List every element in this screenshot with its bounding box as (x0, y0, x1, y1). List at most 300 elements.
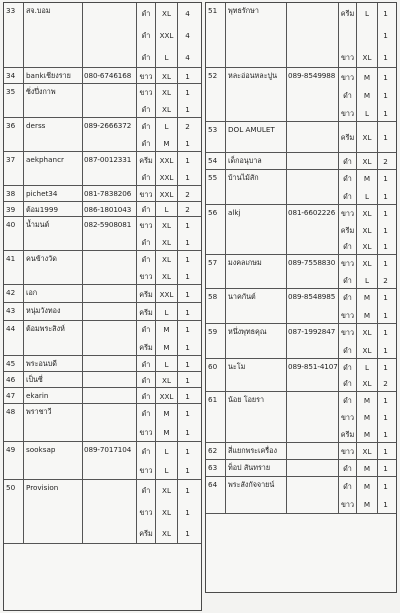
shirt-color: ดำ (343, 293, 352, 303)
quantity: 1 (383, 208, 388, 218)
phone-cell (287, 255, 339, 288)
color-cell (339, 3, 357, 67)
no-cell (4, 442, 24, 479)
order-number: 64 (208, 480, 218, 489)
color-cell (339, 255, 357, 288)
customer-name: ท็อป สันทราย (228, 463, 271, 472)
quantity: 1 (383, 72, 388, 82)
quantity: 1 (185, 428, 190, 437)
no-cell (4, 217, 24, 250)
order-row (4, 442, 201, 480)
quantity: 1 (185, 325, 190, 335)
shirt-size: XL (362, 379, 372, 389)
shirt-size: XL (162, 255, 171, 264)
shirt-color: ขาว (341, 208, 354, 218)
shirt-size: M (163, 139, 170, 148)
quantity: 1 (383, 345, 388, 355)
name-cell (226, 205, 287, 254)
color-cell (339, 392, 357, 442)
quantity: 1 (185, 507, 190, 517)
qty-cell (378, 289, 393, 323)
name-cell (24, 388, 83, 403)
quantity: 4 (185, 31, 190, 40)
no-cell (4, 3, 24, 67)
order-row (4, 68, 201, 84)
order-row (206, 460, 396, 477)
order-row (4, 303, 201, 321)
customer-name: มงคลเกษม (228, 258, 262, 267)
quantity: 1 (185, 238, 190, 247)
size-cell (156, 118, 178, 151)
shirt-color: ดำ (343, 157, 352, 166)
qty-cell (178, 202, 197, 216)
color-cell (137, 118, 156, 151)
customer-name: พราชาวี (26, 407, 52, 416)
phone-cell (83, 202, 137, 216)
phone-cell (287, 289, 339, 323)
customer-name: aekphancr (26, 155, 64, 164)
customer-name: นะโม (228, 362, 246, 371)
quantity: 1 (383, 362, 388, 372)
shirt-size: XL (362, 157, 372, 166)
quantity: 1 (383, 500, 388, 510)
no-cell (206, 170, 226, 204)
customer-name: หนึ่งพุทธคุณ (228, 327, 267, 336)
quantity: 4 (185, 52, 190, 62)
order-row (4, 202, 201, 217)
phone-number: 089-2666372 (84, 121, 132, 130)
name-cell (24, 372, 83, 387)
quantity: 1 (185, 255, 190, 264)
order-number: 61 (208, 395, 218, 404)
phone-cell (287, 205, 339, 254)
size-cell (156, 480, 178, 543)
quantity: 1 (383, 293, 388, 303)
color-cell (137, 285, 156, 302)
shirt-color: ดำ (141, 31, 151, 40)
customer-name: น้อย โอยรา (228, 395, 265, 404)
shirt-size: L (164, 447, 169, 456)
qty-cell (178, 404, 197, 441)
phone-number: 082-5908081 (84, 220, 132, 229)
quantity: 1 (383, 52, 388, 62)
quantity: 1 (185, 409, 190, 418)
shirt-size: M (363, 72, 371, 82)
quantity: 1 (185, 221, 190, 230)
quantity: 1 (185, 391, 190, 401)
phone-cell (287, 122, 339, 152)
name-cell (226, 289, 287, 323)
order-number: 49 (6, 445, 16, 454)
order-row (206, 392, 396, 443)
shirt-size: M (363, 293, 371, 303)
shirt-color: ครีม (340, 9, 355, 19)
name-cell (226, 3, 287, 67)
customer-name: alkj (228, 208, 241, 217)
shirt-color: ครีม (139, 156, 153, 165)
order-number: 53 (208, 125, 218, 134)
qty-cell (378, 3, 393, 67)
no-cell (206, 68, 226, 121)
phone-number: 087-0012331 (84, 155, 132, 164)
quantity: 1 (185, 307, 190, 317)
customer-name: หนุ่มวังทอง (26, 306, 61, 315)
quantity: 1 (383, 464, 388, 473)
order-number: 40 (6, 220, 16, 229)
shirt-color: ดำ (343, 362, 352, 372)
no-cell (4, 404, 24, 441)
size-cell (156, 372, 178, 387)
shirt-color: ดำ (343, 379, 352, 389)
quantity: 1 (383, 31, 388, 40)
shirt-color: ดำ (141, 486, 151, 496)
shirt-color: ขาว (341, 52, 354, 62)
color-cell (137, 404, 156, 441)
customer-name: pichet34 (26, 189, 58, 198)
order-number: 36 (6, 121, 16, 130)
phone-cell (287, 443, 339, 459)
name-cell (24, 442, 83, 479)
size-cell (156, 3, 178, 67)
size-cell (357, 153, 378, 169)
shirt-color: ขาว (341, 108, 354, 118)
no-cell (206, 477, 226, 513)
name-cell (226, 324, 287, 358)
quantity: 1 (383, 396, 388, 405)
qty-cell (178, 251, 197, 284)
order-number: 46 (6, 375, 16, 384)
shirt-color: ดำ (343, 345, 352, 355)
phone-cell (83, 68, 137, 83)
customer-name: บ้านไม้สัก (228, 173, 259, 182)
shirt-size: XL (162, 486, 171, 496)
phone-cell (83, 217, 137, 250)
order-row (4, 404, 201, 442)
size-cell (357, 255, 378, 288)
shirt-color: ครีม (340, 133, 355, 142)
shirt-size: XXL (159, 31, 174, 40)
quantity: 1 (185, 486, 190, 496)
quantity: 1 (185, 342, 190, 352)
quantity: 1 (383, 259, 388, 268)
no-cell (4, 186, 24, 201)
name-cell (226, 153, 287, 169)
order-sheet (3, 2, 397, 610)
qty-cell (178, 285, 197, 302)
phone-number: 089-8549988 (288, 71, 336, 80)
order-number: 50 (6, 483, 16, 492)
shirt-color: ดำ (343, 464, 352, 473)
name-cell (226, 255, 287, 288)
shirt-size: L (164, 359, 169, 369)
order-number: 35 (6, 87, 16, 96)
order-number: 52 (208, 71, 218, 80)
shirt-color: ดำ (141, 409, 151, 418)
no-cell (4, 84, 24, 117)
color-cell (339, 205, 357, 254)
customer-name: พระอนบดี (26, 359, 57, 368)
size-cell (156, 217, 178, 250)
shirt-size: M (163, 342, 170, 352)
shirt-size: XXL (159, 391, 174, 401)
name-cell (24, 152, 83, 185)
shirt-size: L (364, 9, 369, 19)
order-row (206, 477, 396, 514)
size-cell (357, 443, 378, 459)
no-cell (4, 480, 24, 543)
shirt-size: L (364, 191, 369, 201)
phone-cell (287, 460, 339, 476)
quantity: 1 (185, 272, 190, 281)
qty-cell (378, 255, 393, 288)
shirt-size: M (163, 325, 170, 335)
customer-name: sooksap (26, 445, 56, 454)
qty-cell (178, 68, 197, 83)
customer-name: ซิ่งปึ่งกาพ (26, 87, 56, 96)
qty-cell (178, 372, 197, 387)
shirt-size: M (163, 409, 170, 418)
color-cell (137, 356, 156, 371)
order-row (206, 122, 396, 153)
phone-cell (83, 152, 137, 185)
name-cell (24, 202, 83, 216)
qty-cell (378, 324, 393, 358)
no-cell (4, 356, 24, 371)
phone-cell (83, 442, 137, 479)
shirt-color: ขาว (139, 272, 153, 281)
shirt-color: ครีม (139, 289, 153, 299)
quantity: 2 (185, 189, 190, 199)
shirt-color: ดำ (141, 9, 151, 19)
shirt-size: XL (362, 52, 372, 62)
phone-cell (287, 153, 339, 169)
name-cell (24, 217, 83, 250)
shirt-size: XL (162, 88, 171, 97)
color-cell (339, 443, 357, 459)
customer-name: ต้อมพระสิงห์ (26, 324, 65, 333)
size-cell (357, 170, 378, 204)
name-cell (226, 359, 287, 391)
name-cell (226, 392, 287, 442)
quantity: 1 (185, 447, 190, 456)
shirt-size: L (164, 52, 169, 62)
shirt-color: ขาว (139, 507, 153, 517)
shirt-size: XL (162, 528, 171, 538)
color-cell (339, 170, 357, 204)
quantity: 1 (383, 90, 388, 100)
size-cell (156, 388, 178, 403)
order-number: 37 (6, 155, 16, 164)
shirt-size: XL (362, 225, 372, 235)
name-cell (24, 303, 83, 320)
order-number: 45 (6, 359, 16, 368)
phone-number: 081-7838206 (84, 189, 132, 198)
qty-cell (178, 84, 197, 117)
customer-name: ekarin (26, 391, 49, 400)
left-order-table (3, 2, 202, 611)
order-row (4, 186, 201, 202)
order-number: 55 (208, 173, 218, 182)
shirt-size: XL (362, 133, 372, 142)
phone-cell (83, 251, 137, 284)
color-cell (137, 186, 156, 201)
quantity: 1 (185, 71, 190, 81)
shirt-color: ครีม (340, 430, 355, 439)
quantity: 1 (383, 225, 388, 235)
order-row (206, 443, 396, 460)
quantity: 1 (383, 310, 388, 320)
qty-cell (178, 217, 197, 250)
qty-cell (378, 170, 393, 204)
quantity: 1 (383, 447, 388, 456)
phone-cell (83, 186, 137, 201)
quantity: 1 (185, 289, 190, 299)
order-number: 57 (208, 258, 218, 267)
qty-cell (178, 388, 197, 403)
quantity: 1 (383, 328, 388, 338)
size-cell (156, 404, 178, 441)
shirt-size: L (164, 307, 169, 317)
size-cell (156, 84, 178, 117)
qty-cell (378, 68, 393, 121)
no-cell (4, 285, 24, 302)
quantity: 1 (185, 359, 190, 369)
shirt-size: XL (162, 375, 171, 385)
shirt-size: XXL (159, 189, 174, 199)
no-cell (4, 251, 24, 284)
shirt-color: ดำ (141, 447, 151, 456)
shirt-size: L (164, 122, 169, 131)
quantity: 1 (185, 528, 190, 538)
shirt-size: M (363, 174, 371, 184)
qty-cell (378, 443, 393, 459)
color-cell (137, 202, 156, 216)
shirt-size: M (363, 481, 371, 491)
color-cell (137, 321, 156, 355)
shirt-color: ขาว (139, 189, 153, 199)
shirt-size: M (363, 90, 371, 100)
no-cell (206, 443, 226, 459)
qty-cell (378, 359, 393, 391)
phone-cell (83, 285, 137, 302)
order-number: 48 (6, 407, 16, 416)
order-number: 60 (208, 362, 218, 371)
order-number: 56 (208, 208, 218, 217)
shirt-color: ดำ (141, 375, 151, 385)
size-cell (156, 251, 178, 284)
qty-cell (178, 118, 197, 151)
phone-cell (83, 388, 137, 403)
quantity: 1 (185, 173, 190, 182)
quantity: 1 (383, 481, 388, 491)
shirt-color: ครีม (139, 342, 153, 352)
customer-name: พระสังกัจจายน์ (228, 480, 275, 489)
customer-name: สจ.บอม (26, 6, 51, 15)
no-cell (206, 122, 226, 152)
name-cell (24, 3, 83, 67)
size-cell (357, 359, 378, 391)
quantity: 1 (383, 430, 388, 439)
no-cell (4, 202, 24, 216)
no-cell (206, 289, 226, 323)
color-cell (339, 477, 357, 513)
shirt-color: ขาว (139, 428, 153, 437)
no-cell (206, 359, 226, 391)
order-row (4, 356, 201, 372)
quantity: 2 (383, 157, 388, 166)
shirt-size: XL (162, 221, 171, 230)
shirt-size: XL (162, 507, 171, 517)
shirt-color: ดำ (343, 242, 352, 252)
shirt-color: ขาว (341, 310, 354, 320)
phone-number: 080-6746168 (84, 71, 132, 80)
size-cell (156, 152, 178, 185)
customer-name: เอก (26, 288, 38, 297)
phone-number: 081-6602226 (288, 208, 336, 217)
phone-number: 089-7558830 (288, 258, 336, 267)
phone-cell (83, 118, 137, 151)
phone-cell (287, 68, 339, 121)
order-row (206, 359, 396, 392)
shirt-color: ขาว (341, 328, 354, 338)
order-row (206, 255, 396, 289)
order-row (4, 118, 201, 152)
qty-cell (178, 303, 197, 320)
name-cell (24, 480, 83, 543)
no-cell (206, 255, 226, 288)
phone-cell (287, 3, 339, 67)
phone-cell (287, 324, 339, 358)
color-cell (137, 84, 156, 117)
shirt-size: XXL (159, 289, 174, 299)
shirt-size: L (364, 276, 369, 285)
quantity: 2 (383, 379, 388, 389)
name-cell (226, 122, 287, 152)
shirt-size: M (363, 310, 371, 320)
order-number: 63 (208, 463, 218, 472)
customer-name: พุทธรักษา (228, 6, 259, 15)
color-cell (137, 68, 156, 83)
quantity: 1 (383, 242, 388, 252)
size-cell (156, 186, 178, 201)
phone-cell (83, 303, 137, 320)
size-cell (357, 3, 378, 67)
order-row (206, 324, 396, 359)
phone-cell (83, 372, 137, 387)
name-cell (24, 186, 83, 201)
order-row (206, 205, 396, 255)
customer-name: DOL AMULET (228, 125, 275, 134)
order-number: 58 (208, 292, 218, 301)
order-row (4, 480, 201, 544)
phone-cell (83, 356, 137, 371)
shirt-size: XL (162, 105, 171, 114)
shirt-color: ขาว (341, 500, 354, 510)
quantity: 1 (185, 139, 190, 148)
right-order-table (205, 2, 397, 593)
shirt-size: XXL (159, 173, 174, 182)
name-cell (24, 321, 83, 355)
qty-cell (378, 205, 393, 254)
shirt-size: XL (162, 71, 171, 81)
order-number: 34 (6, 71, 16, 80)
order-row (206, 68, 396, 122)
name-cell (24, 285, 83, 302)
phone-cell (83, 3, 137, 67)
order-row (206, 289, 396, 324)
shirt-color: ขาว (341, 413, 354, 422)
shirt-size: M (363, 500, 371, 510)
